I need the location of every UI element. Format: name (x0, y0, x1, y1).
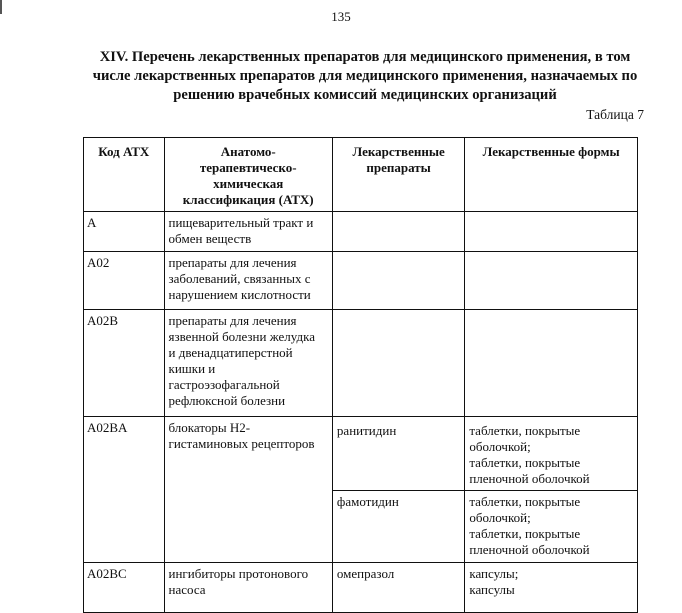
header-classification: Анатомо- терапевтическо- химическая классификация (АТХ) (164, 138, 332, 212)
cell-drug (332, 310, 464, 417)
page-number: 135 (331, 9, 351, 24)
cell-code: A02BA (84, 417, 165, 563)
cell-forms: таблетки, покрытые оболочкой; таблетки, покрытые пленочной оболочкой (465, 417, 638, 491)
document-heading (70, 48, 660, 105)
cell-drug (332, 252, 464, 310)
cell-drug: ранитидин (332, 417, 464, 491)
cell-code: A (84, 212, 165, 252)
table-label: Таблица 7 (586, 107, 644, 122)
table-row (84, 563, 638, 613)
cell-classification: препараты для лечения заболеваний, связанных с нарушением кислотности (164, 252, 332, 310)
cell-forms: таблетки, покрытые оболочкой; таблетки, покрытые пленочной оболочкой (465, 491, 638, 563)
table-row (84, 417, 638, 491)
drug-table (83, 137, 638, 613)
cell-code: A02B (84, 310, 165, 417)
table-row (84, 252, 638, 310)
header-code: Код АТХ (84, 138, 165, 212)
heading-line: решению врачебных комиссий медицинских организаций (173, 87, 557, 103)
cell-forms (465, 252, 638, 310)
cell-forms: капсулы; капсулы (465, 563, 638, 613)
heading-line: XIV. Перечень лекарственных препаратов для медицинского применения, в том (99, 49, 631, 65)
cell-drug: фамотидин (332, 491, 464, 563)
header-drugs: Лекарственные препараты (332, 138, 464, 212)
table-row (84, 310, 638, 417)
cell-drug (332, 212, 464, 252)
cell-classification: блокаторы H2- гистаминовых рецепторов (164, 417, 332, 563)
heading-line: числе лекарственных препаратов для медицинского применения, назначаемых по (92, 68, 638, 84)
cell-code: A02 (84, 252, 165, 310)
cell-drug: омепразол (332, 563, 464, 613)
table-row (84, 212, 638, 252)
cell-classification: пищеварительный тракт и обмен веществ (164, 212, 332, 252)
cell-forms (465, 212, 638, 252)
table-header-row (84, 138, 638, 212)
cell-code: A02BC (84, 563, 165, 613)
header-forms: Лекарственные формы (465, 138, 638, 212)
cell-forms (465, 310, 638, 417)
cell-classification: препараты для лечения язвенной болезни желудка и двенадцатиперстной кишки и гастроэзофагальной рефлюксной болезни (164, 310, 332, 417)
cell-classification: ингибиторы протонового насоса (164, 563, 332, 613)
